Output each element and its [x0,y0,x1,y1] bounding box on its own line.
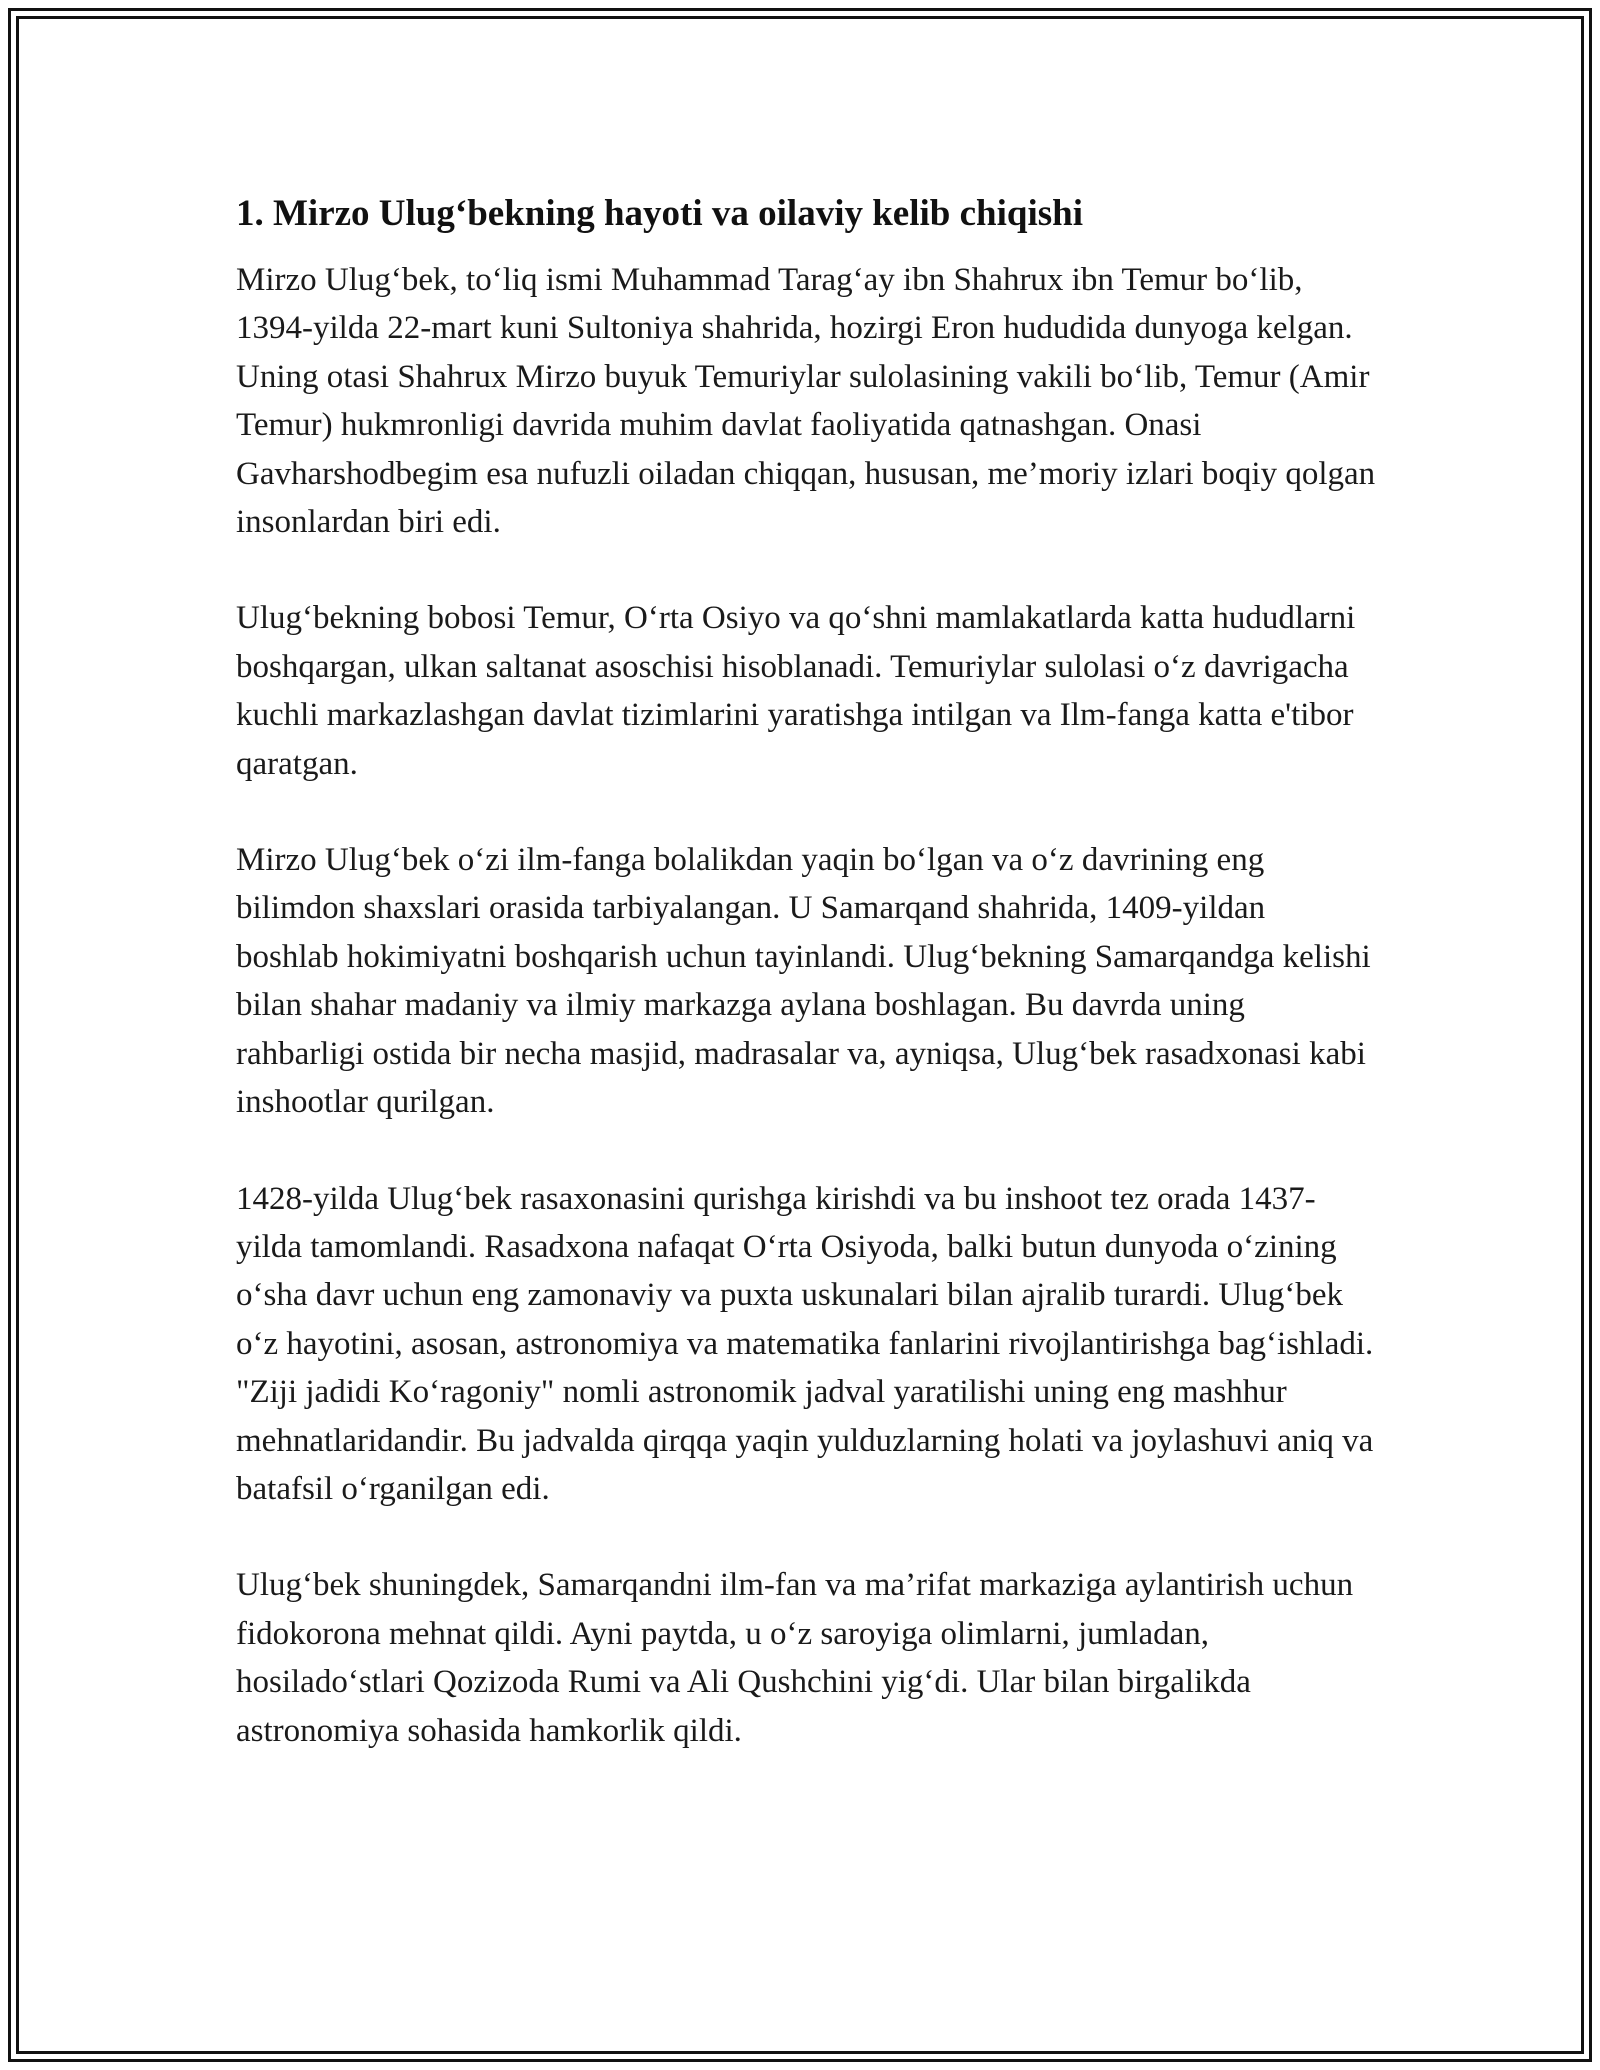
section-heading: 1. Mirzo Ulug‘bekning hayoti va oilaviy kelib chiqishi [236,193,1084,234]
document-body [236,188,1376,1803]
paragraph-science-center: Ulug‘bek shuningdek, Samarqandni ilm-fan va ma’rifat markaziga aylantirish uchun fidokorona mehnat qildi. Ayni paytda, u o‘z saroyiga olimlarni, jumladan, hosilado‘stlari Qozizoda Rumi va Ali Qushchini yig‘di. Ular bilan birgalikda astronomiya sohasida hamkorlik qildi. [236,1567,1354,1749]
paragraph-grandfather-temur: Ulug‘bekning bobosi Temur, O‘rta Osiyo va qo‘shni mamlakatlarda katta hududlarni boshqargan, ulkan saltanat asoschisi hisoblanadi. Temuriylar sulolasi o‘z davrigacha kuchli markazlashgan davlat tizimlarini yaratishga intilgan va Ilm-fanga katta e'tibor qaratgan. [236,600,1356,782]
paragraph-observatory: 1428-yilda Ulug‘bek rasaxonasini qurishga kirishdi va bu inshoot tez orada 1437-yilda tamomlandi. Rasadxona nafaqat O‘rta Osiyoda, balki butun dunyoda o‘zining o‘sha davr uchun eng zamonaviy va puxta uskunalari bilan ajralib turardi. Ulug‘bek o‘z hayotini, asosan, astronomiya va matematika fanlarini rivojlantirishga bag‘ishladi. "Ziji jadidi Ko‘ragoniy" nomli astronomik jadval yaratilishi uning eng mashhur mehnatlaridandir. Bu jadvalda qirqqa yaqin yulduzlarning holati va joylashuvi aniq va batafsil o‘rganilgan edi. [236,1180,1374,1507]
paragraph-samarqand-rule: Mirzo Ulug‘bek o‘zi ilm-fanga bolalikdan yaqin bo‘lgan va o‘z davrining eng bilimdon shaxslari orasida tarbiyalangan. U Samarqand shahrida, 1409-yildan boshlab hokimiyatni boshqarish uchun tayinlandi. Ulug‘bekning Samarqandga kelishi bilan shahar madaniy va ilmiy markazga aylana boshlagan. Bu davrda uning rahbarligi ostida bir necha masjid, madrasalar va, ayniqsa, Ulug‘bek rasadxonasi kabi inshootlar qurilgan. [236,842,1371,1121]
paragraph-family-origin: Mirzo Ulug‘bek, to‘liq ismi Muhammad Tarag‘ay ibn Shahrux ibn Temur bo‘lib, 1394-yilda 22-mart kuni Sultoniya shahrida, hozirgi Eron hududida dunyoga kelgan. Uning otasi Shahrux Mirzo buyuk Temuriylar sulolasining vakili bo‘lib, Temur (Amir Temur) hukmronligi davrida muhim davlat faoliyatida qatnashgan. Onasi Gavharshodbegim esa nufuzli oiladan chiqqan, hususan, me’moriy izlari boqiy qolgan insonlardan biri edi. [236,262,1376,541]
